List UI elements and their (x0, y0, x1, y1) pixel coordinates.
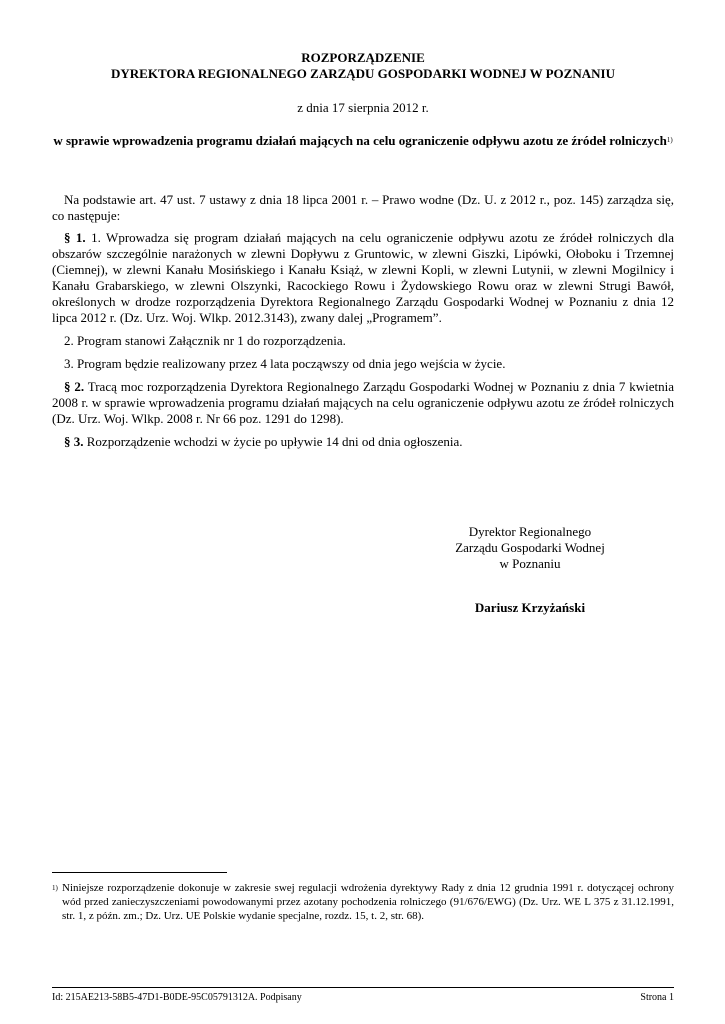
section-3-text: Rozporządzenie wchodzi w życie po upływie 14 dni od dnia ogłoszenia. (83, 434, 463, 449)
signature-line-3: w Poznaniu (499, 556, 561, 571)
footer-page-number: Strona 1 (640, 992, 674, 1003)
title-line-2: DYREKTORA REGIONALNEGO ZARZĄDU GOSPODARKI WODNEJ W POZNANIU (111, 66, 615, 81)
document-date: z dnia 17 sierpnia 2012 r. (297, 100, 429, 115)
preamble: Na podstawie art. 47 ust. 7 ustawy z dnia 18 lipca 2001 r. – Prawo wodne (Dz. U. z 2012 r., poz. 145) zarządza się, co następuje: (52, 192, 674, 223)
section-2 (52, 379, 674, 427)
section-1-paragraph-1 (52, 230, 674, 326)
title-line-1: ROZPORZĄDZENIE (301, 50, 425, 65)
document-body (52, 192, 674, 457)
section-3 (52, 434, 674, 450)
signature-block (420, 524, 640, 572)
section-1-label: § 1. (64, 230, 86, 245)
footer-document-id: Id: 215AE213-58B5-47D1-B0DE-95C05791312A. Podpisany (52, 992, 302, 1003)
signatory-name: Dariusz Krzyżański (474, 600, 586, 615)
section-1-paragraph-3: 3. Program będzie realizowany przez 4 lata począwszy od dnia jego wejścia w życie. (64, 356, 506, 371)
section-1-paragraph-2: 2. Program stanowi Załącznik nr 1 do rozporządzenia. (64, 333, 346, 348)
footer-separator (52, 987, 674, 988)
footnote-text: Niniejsze rozporządzenie dokonuje w zakresie swej regulacji wdrożenia dyrektywy Rady z dnia 12 grudnia 1991 r. dotyczącej ochrony wód przed zanieczyszczeniami powodowanymi przez azotany pochodzenia rolniczego (91/676/EWG) (Dz. Urz. WE L 375 z 31.12.1991, str. 1, z późn. zm.; Dz. Urz. UE Polskie wydanie specjalne, rozdz. 15, t. 2, str. 68). (62, 882, 674, 922)
section-2-text: Tracą moc rozporządzenia Dyrektora Regionalnego Zarządu Gospodarki Wodnej w Poznaniu z dnia 7 kwietnia 2008 r. w sprawie wprowadzenia programu działań mających na celu ograniczenie odpływu azotu ze źródeł rolniczych (Dz. Urz. Woj. Wlkp. 2008 r. Nr 66 poz. 1291 do 1298). (52, 379, 674, 426)
footnote (52, 881, 674, 923)
signature-line-1: Dyrektor Regionalnego (468, 524, 592, 539)
section-1-text: 1. Wprowadza się program działań mających na celu ograniczenie odpływu azotu ze źródeł rolniczych dla obszarów szczególnie narażonych w zlewni Dopływu z Gruntowic, w zlewni Giszki, Lipówki, Ołoboku i Trzemnej (Ciemnej), w zlewni Kanału Mosińskiego i Kanału Książ, w zlewni Kopli, w zlewni Lutynii, w zlewni Mogilnicy i Kanału Grabarskiego, w zlewni Olszynki, Racockiego Rowu i Żydowskiego Rowu oraz w zlewni Strugi Bawół, określonych w drodze rozporządzenia Dyrektora Regionalnego Zarządu Gospodarki Wodnej w Poznaniu z dnia 12 lipca 2012 r. (Dz. Urz. Woj. Wlkp. 2012.3143), zwany dalej „Programem”. (52, 230, 675, 325)
footnote-mark: 1) (52, 884, 58, 892)
subject-footnote-ref: 1) (666, 136, 673, 144)
section-3-label: § 3. (64, 434, 84, 449)
footnote-separator (52, 872, 227, 873)
subject-text: w sprawie wprowadzenia programu działań mających na celu ograniczenie odpływu azotu ze źródeł rolniczych (53, 133, 667, 148)
document-subject (52, 133, 674, 149)
document-title (52, 50, 674, 82)
signature-line-2: Zarządu Gospodarki Wodnej (455, 540, 605, 555)
section-2-label: § 2. (64, 379, 85, 394)
